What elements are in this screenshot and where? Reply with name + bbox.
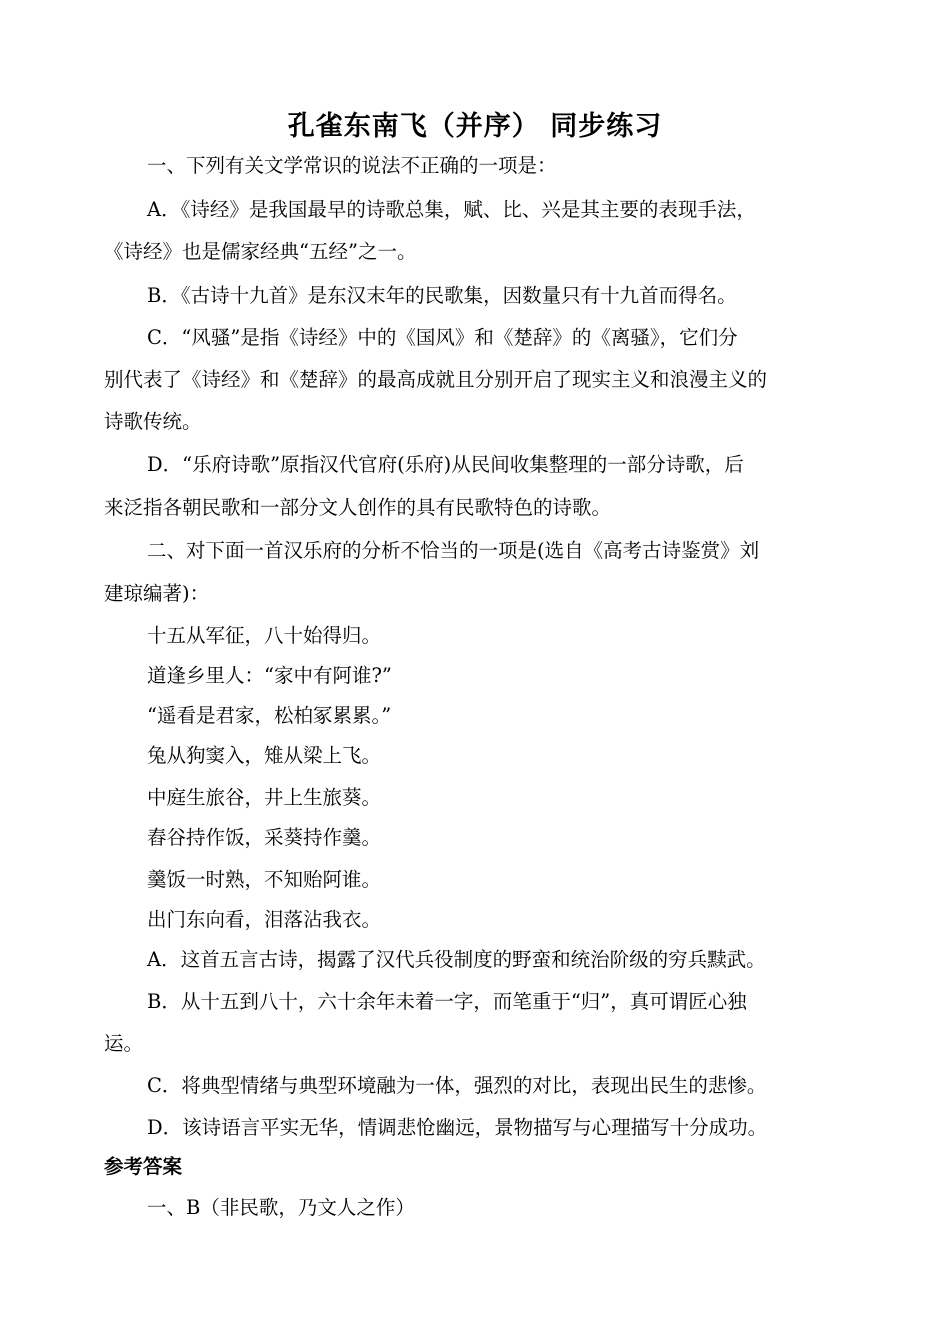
poem-line: 中庭生旅谷，井上生旅葵。 [147, 786, 382, 809]
document-title: 孔雀东南飞（并序） 同步练习 [287, 111, 663, 142]
question-1-option-c-cont: 别代表了《诗经》和《楚辞》的最高成就且分别开启了现实主义和浪漫主义的 [104, 368, 768, 391]
question-1-option-c: C．“风骚”是指《诗经》中的《国风》和《楚辞》的《离骚》，它们分 [147, 326, 738, 349]
poem-line: 舂谷持作饭，采葵持作羹。 [147, 826, 382, 849]
question-1-option-d-cont: 来泛指各朝民歌和一部分文人创作的具有民歌特色的诗歌。 [104, 496, 612, 519]
poem-line: 兔从狗窦入，雉从梁上飞。 [147, 744, 382, 767]
answer-1: 一、B（非民歌，乃文人之作） [147, 1196, 415, 1219]
question-2-option-a: A．这首五言古诗，揭露了汉代兵役制度的野蛮和统治阶级的穷兵黩武。 [147, 948, 766, 971]
question-2-option-d: D．该诗语言平实无华，情调悲怆幽远，景物描写与心理描写十分成功。 [147, 1116, 768, 1139]
poem-line: 道逢乡里人：“家中有阿谁?” [147, 664, 392, 687]
question-2-stem-cont: 建琼编著)： [104, 582, 210, 605]
question-1-option-d: D．“乐府诗歌”原指汉代官府(乐府)从民间收集整理的一部分诗歌，后 [147, 453, 744, 476]
answers-heading: 参考答案 [104, 1155, 183, 1178]
question-1-option-c-cont: 诗歌传统。 [104, 410, 202, 433]
question-1-stem: 一、下列有关文学常识的说法不正确的一项是： [147, 154, 557, 177]
question-2-option-b: B．从十五到八十，六十余年未着一字，而笔重于“归”，真可谓匠心独 [147, 990, 747, 1013]
poem-line: 十五从军征，八十始得归。 [147, 624, 382, 647]
poem-line: 羹饭一时熟，不知贻阿谁。 [147, 868, 382, 891]
poem-line: “遥看是君家，松柏冢累累。” [147, 704, 392, 727]
question-1-option-a: A．《诗经》是我国最早的诗歌总集，赋、比、兴是其主要的表现手法， [147, 198, 756, 221]
question-1-option-a-cont: 《诗经》也是儒家经典“五经”之一。 [104, 240, 417, 263]
poem-line: 出门东向看，泪落沾我衣。 [147, 908, 382, 931]
question-2-option-b-cont: 运。 [104, 1032, 144, 1055]
question-2-option-c: C．将典型情绪与典型环境融为一体，强烈的对比，表现出民生的悲惨。 [147, 1074, 767, 1097]
question-2-stem: 二、对下面一首汉乐府的分析不恰当的一项是(选自《高考古诗鉴赏》刘 [147, 539, 760, 562]
question-1-option-b: B．《古诗十九首》是东汉末年的民歌集，因数量只有十九首而得名。 [147, 284, 737, 307]
